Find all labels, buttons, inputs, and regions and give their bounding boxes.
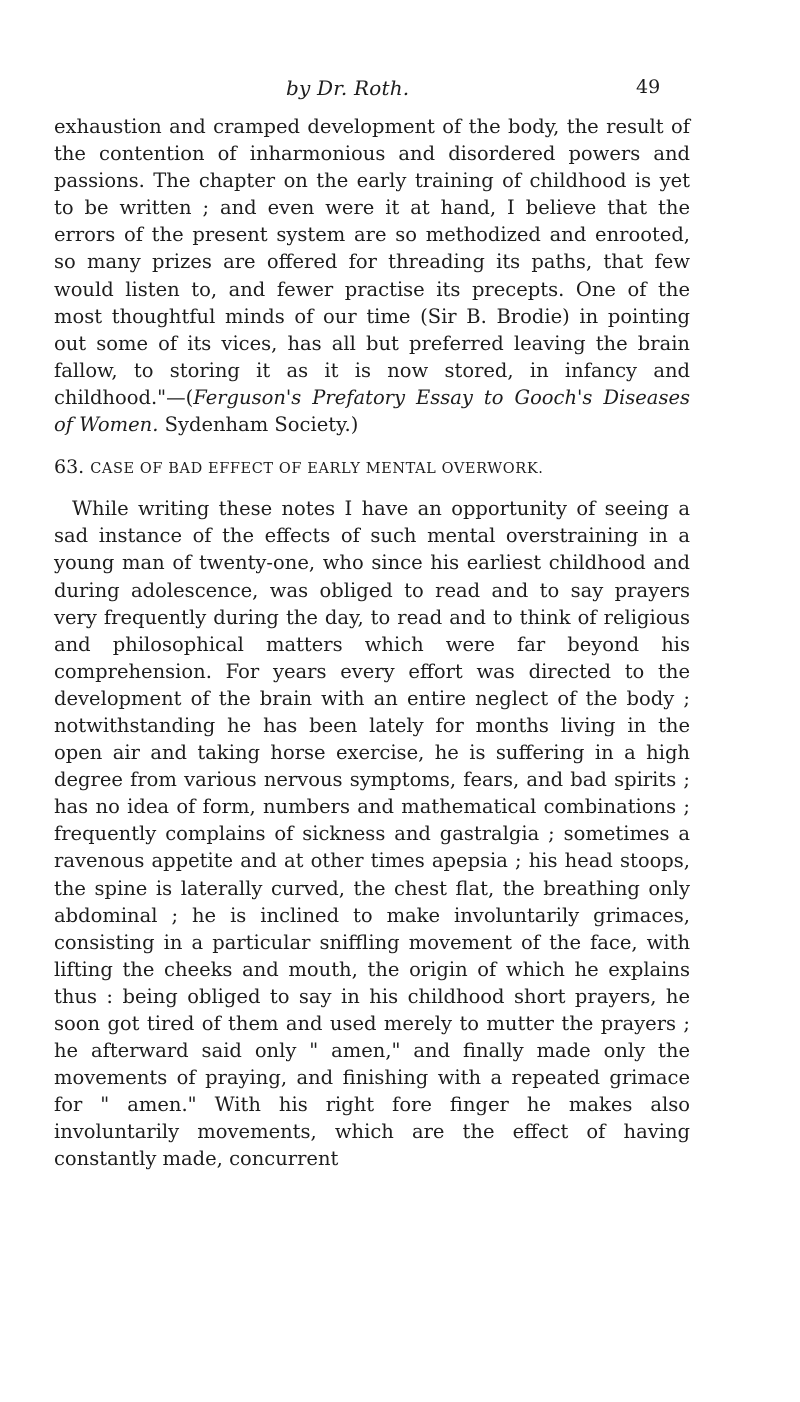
case-number: 63. <box>54 456 85 479</box>
case-paragraph: While writing these notes I have an opportunity of seeing a sad instance of the effects of such mental overstraining in a young man of twenty-one, who since his earliest childhood and during adolescence, was obliged to read and to say prayers very frequently during the day, to read and to think of religious and philosophical matters which were far beyond his comprehension. For years every effort was directed to the development of the brain with an entire neglect of the body ; notwithstanding he has been lately for months living in the open air and taking horse exercise, he is suffering in a high degree from various nervous symptoms, fears, and bad spirits ; has no idea of form, numbers and mathematical combinations ; frequently complains of sickness and gastralgia ; sometimes a ravenous appetite and at other times apepsia ; his head stoops, the spine is laterally curved, the chest flat, the breathing only abdominal ; he is inclined to make involuntarily grimaces, consisting in a particular sniffling movement of the face, with lifting the cheeks and mouth, the origin of which he explains thus : being obliged to say in his childhood short prayers, he soon got tired of them and used merely to mutter the prayers ; he afterward said only " amen," and finally made only the movements of praying, and finishing with a repeated grimace for " amen." With his right fore finger he makes also involuntarily movements, which are the effect of having constantly made, concurrent <box>54 497 690 1171</box>
text-block <box>54 113 690 1173</box>
citation-title: Ferguson's Prefatory Essay to Gooch's Diseases of Women. <box>54 385 690 437</box>
page-number: 49 <box>636 76 661 98</box>
case-title: CASE OF BAD EFFECT OF EARLY MENTAL OVERWORK. <box>90 461 544 478</box>
running-title: by Dr. Roth. <box>286 76 410 100</box>
running-head <box>0 76 800 102</box>
paragraph-continuation <box>54 113 690 438</box>
paragraph-continuation-text: exhaustion and cramped development of the body, the result of the contention of inharmonious and disordered powers and passions. The chapter on the early training of childhood is yet to be written ; and even were it at hand, I believe that the errors of the present system are so methodized and enrooted, so many prizes are offered for threading its paths, that few would listen to, and fewer practise its precepts. One of the most thoughtful minds of our time (Sir B. Brodie) in pointing out some of its vices, has all but preferred leaving the brain fallow, to storing it as it is now stored, in infancy and childhood."—( <box>54 115 690 409</box>
case-heading <box>54 454 690 483</box>
citation-publisher: Sydenham Society.) <box>158 413 359 437</box>
